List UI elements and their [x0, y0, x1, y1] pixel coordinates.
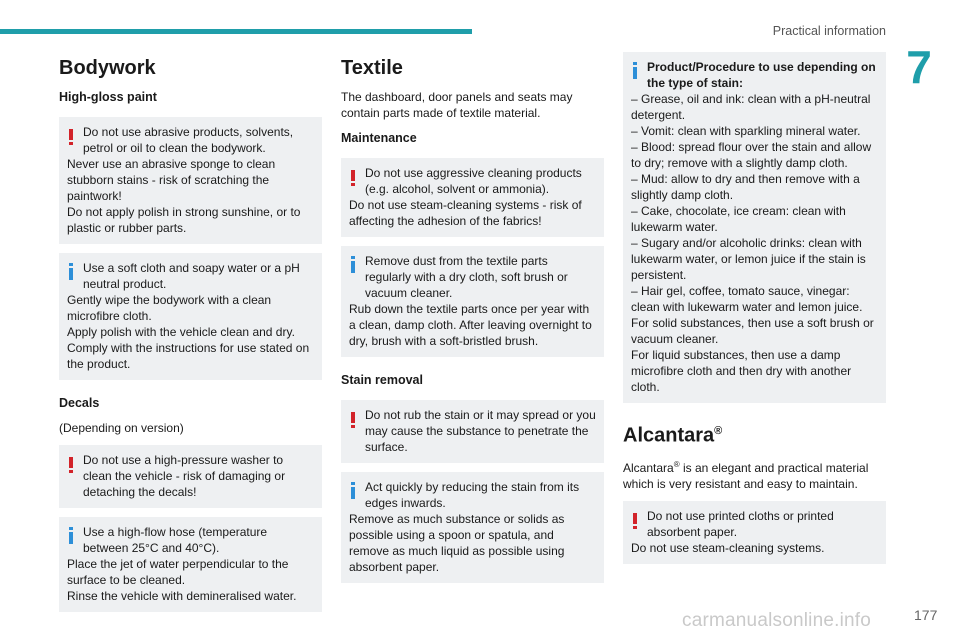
info-icon	[69, 263, 73, 280]
warning-icon	[69, 457, 73, 472]
warning-box: Do not rub the stain or it may spread or you may cause the substance to penetrate the surface.	[341, 400, 604, 463]
warning-box: Do not use a high-pressure washer to clean the vehicle - risk of damaging or detaching the decals!	[59, 445, 322, 508]
section-title-alcantara: Alcantara®	[623, 424, 723, 447]
info-icon	[351, 256, 355, 273]
warning-box: Do not use printed cloths or printed absorbent paper. Do not use steam-cleaning systems.	[623, 501, 886, 564]
warning-icon	[633, 513, 637, 528]
warning-box: Do not use abrasive products, solvents, petrol or oil to clean the bodywork. Never use an abrasive sponge to clean stubborn stains - risk of scratching the paintwork! Do not apply polish in strong sunshine, or to plastic or rubber parts.	[59, 117, 322, 244]
accent-bar	[0, 29, 472, 34]
alcantara-intro: Alcantara® is an elegant and practical material which is very resistant and easy to maintain.	[623, 459, 869, 491]
column-bodywork	[59, 52, 322, 621]
info-icon	[69, 527, 73, 544]
warning-icon	[351, 412, 355, 427]
info-box: Act quickly by reducing the stain from its edges inwards. Remove as much substance or solids as possible using a spoon or spatula, and remove as much liquid as possible using absorbent paper.	[341, 472, 604, 583]
header-title: Practical information	[772, 24, 886, 38]
section-title-textile: Textile	[341, 57, 403, 79]
column-stain-procedure	[623, 52, 886, 573]
subheading-stain-removal: Stain removal	[341, 373, 423, 387]
subheading-decals: Decals	[59, 396, 100, 410]
info-box: Use a high-flow hose (temperature between 25°C and 40°C). Place the jet of water perpendicular to the surface to be cleaned. Rinse the vehicle with demineralised water.	[59, 517, 322, 612]
info-box: Remove dust from the textile parts regularly with a dry cloth, soft brush or vacuum cleaner. Rub down the textile parts once per year with a clean, damp cloth. After leaving overnight to dry, brush with a soft-bristled brush.	[341, 246, 604, 357]
subheading-high-gloss: High-gloss paint	[59, 90, 157, 104]
warning-icon	[69, 129, 73, 144]
chapter-number: 7	[906, 41, 932, 93]
decals-intro: (Depending on version)	[59, 421, 184, 435]
info-box: Use a soft cloth and soapy water or a pH neutral product. Gently wipe the bodywork with a clean microfibre cloth. Apply polish with the vehicle clean and dry. Comply with the instructions for use stated on the product.	[59, 253, 322, 380]
subheading-maintenance: Maintenance	[341, 131, 417, 145]
watermark: carmanualsonline.info	[682, 610, 872, 631]
textile-intro: The dashboard, door panels and seats may contain parts made of textile material.	[341, 90, 573, 120]
info-icon	[633, 62, 637, 79]
section-title-bodywork: Bodywork	[59, 57, 156, 79]
warning-icon	[351, 170, 355, 185]
column-textile	[341, 52, 604, 592]
warning-box: Do not use aggressive cleaning products (e.g. alcohol, solvent or ammonia). Do not use steam-cleaning systems - risk of affecting the adhesion of the fabrics!	[341, 158, 604, 237]
page-number: 177	[914, 607, 938, 623]
info-icon	[351, 482, 355, 499]
info-box: Product/Procedure to use depending on the type of stain: – Grease, oil and ink: clean with a pH-neutral detergent. – Vomit: clean with sparkling mineral water. – Blood: spread flour over the stain and allow to dry; remove with a slightly damp cloth. – Mud: allow to dry and then remove with a slightly damp cloth. – Cake, chocolate, ice cream: clean with lukewarm water. – Sugary and/or alcoholic drinks: clean with lukewarm water, or lemon juice if the stain is persistent. – Hair gel, coffee, tomato sauce, vinegar: clean with lukewarm water and lemon juice. For solid substances, then use a soft brush or vacuum cleaner. For liquid substances, then use a damp microfibre cloth and then dry with another cloth.	[623, 52, 886, 403]
